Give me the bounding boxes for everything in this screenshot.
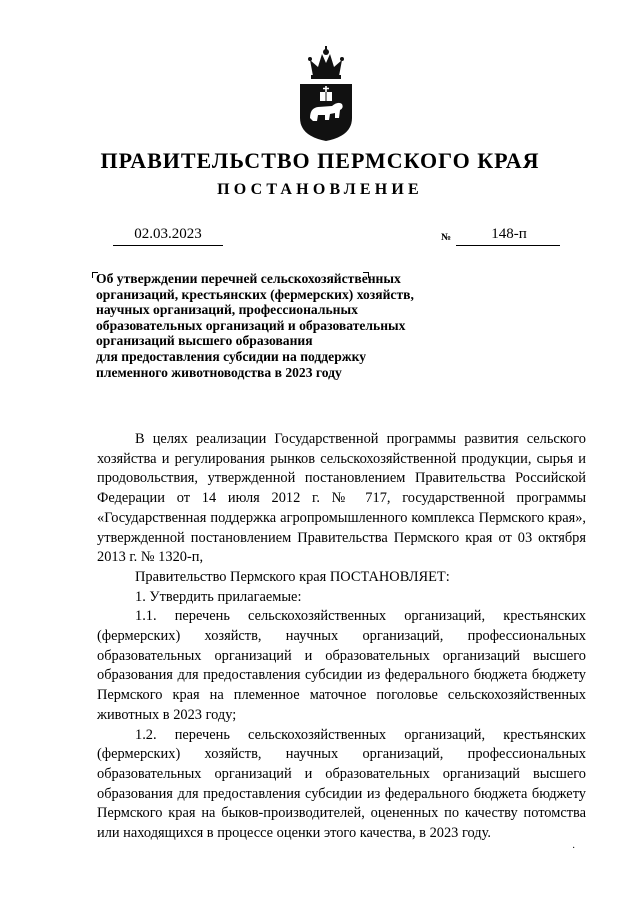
subject-line: племенного животноводства в 2023 году: [96, 364, 342, 380]
subject-line: образовательных организаций и образовательных: [96, 317, 406, 333]
document-date: 02.03.2023: [134, 226, 202, 242]
document-number: 148-п: [491, 226, 527, 242]
item-1-1-paragraph: 1.1. перечень сельскохозяйственных организаций, крестьянских (фермерских) хозяйств, научных организаций, профессиональных образовательных организаций и образовательных организаций высшего образования для предоставления субсидии из федерального бюджета бюджету Пермского края на племенное маточное поголовье сельскохозяйственных животных в 2023 году;: [97, 608, 586, 723]
number-sign: №: [441, 232, 452, 243]
document-type: ПОСТАНОВЛЕНИЕ: [217, 181, 423, 198]
document-subject: [96, 271, 516, 380]
item-1-2-paragraph: 1.2. перечень сельскохозяйственных организаций, крестьянских (фермерских) хозяйств, научных организаций, профессиональных образовательных организаций и образовательных организаций высшего образования для предоставления субсидии из федерального бюджета бюджету Пермского края на быков-производителей, оцененных по качеству потомства или находящихся в процессе оценки этого качества, в 2023 году.: [97, 726, 586, 842]
subject-line: организаций высшего образования: [96, 333, 313, 349]
item-1-paragraph: 1. Утвердить прилагаемые:: [135, 588, 302, 605]
page-mark: ·: [572, 843, 576, 854]
document-body: [97, 430, 586, 844]
number-underline: [456, 245, 560, 246]
resolve-paragraph: Правительство Пермского края ПОСТАНОВЛЯЕТ:: [135, 568, 450, 585]
subject-line: для предоставления субсидии на поддержку: [96, 348, 367, 364]
subject-line: научных организаций, профессиональных: [96, 302, 358, 318]
organization-title: ПРАВИТЕЛЬСТВО ПЕРМСКОГО КРАЯ: [100, 148, 540, 173]
subject-line: организаций, крестьянских (фермерских) хозяйств,: [96, 286, 414, 302]
preamble-paragraph: В целях реализации Государственной программы развития сельского хозяйства и регулирования рынков сельскохозяйственной продукции, сырья и продовольствия, утвержденной постановлением Правительства Российской Федерации от 14 июля 2012 г. № 717, государственной программы «Государственная поддержка агропромышленного комплекса Пермского края», утвержденной постановлением Правительства Пермского края от 03 октября 2013 г. № 1320-п,: [97, 431, 586, 566]
subject-line: Об утверждении перечней сельскохозяйственных: [96, 271, 401, 286]
date-underline: [113, 245, 223, 246]
coat-of-arms-emblem: [296, 46, 356, 142]
